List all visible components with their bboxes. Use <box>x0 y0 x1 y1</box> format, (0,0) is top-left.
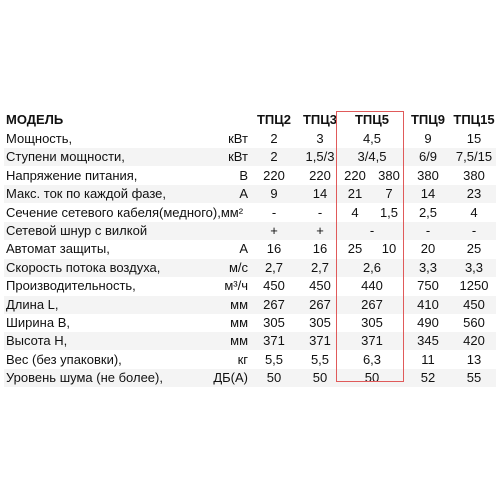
value-cell: 490 <box>417 315 439 330</box>
value-cell: 305 <box>263 315 285 330</box>
value-cell: 16 <box>312 241 328 257</box>
row-unit: м³/ч <box>224 278 248 294</box>
header-row <box>4 110 496 130</box>
value-cell: 371 <box>361 333 383 349</box>
value-cell: 410 <box>417 296 439 312</box>
row-unit: м/с <box>228 259 248 275</box>
value-cell: 14 <box>312 186 328 202</box>
row-unit <box>204 204 248 222</box>
value-cell: 267 <box>263 296 285 312</box>
model-tpc9-header: ТПЦ9 <box>410 112 445 127</box>
value-cell: 2,7 <box>264 259 284 275</box>
value-cell: 371 <box>263 333 285 349</box>
table-row <box>4 130 496 148</box>
value-cell: 267 <box>361 296 383 312</box>
model-tpc5-header: ТПЦ5 <box>354 112 389 127</box>
value-cell: 9 <box>424 131 432 146</box>
value-cell: 50 <box>364 370 380 386</box>
value-cell: 3,3 <box>464 259 484 275</box>
row-unit: кг <box>237 351 248 367</box>
value-cell: 3 <box>316 131 324 146</box>
row-label: Ступени мощности, <box>6 149 125 165</box>
value-cell: - <box>425 223 431 238</box>
value-cell: 2,7 <box>310 259 330 275</box>
value-cell: - <box>369 223 375 238</box>
value-cell: 380 <box>378 167 400 183</box>
row-label: Высота Н, <box>6 333 68 349</box>
value-cell: 305 <box>309 315 331 330</box>
row-unit: А <box>239 241 248 257</box>
row-label: Ширина В, <box>6 315 70 330</box>
value-cell: 3/4,5 <box>357 149 387 165</box>
value-cell: 220 <box>263 167 285 183</box>
row-unit: мм <box>230 296 248 312</box>
value-cell: 1,5/3 <box>305 149 335 165</box>
value-cell: 52 <box>420 370 436 386</box>
value-cell: 2,5 <box>418 204 438 220</box>
value-cell: 50 <box>266 370 282 386</box>
value-cell: 440 <box>361 278 383 294</box>
row-unit: А <box>239 186 248 202</box>
row-label: Макс. ток по каждой фазе, <box>6 186 167 202</box>
table-row <box>4 351 496 369</box>
value-cell: 16 <box>266 241 282 257</box>
table-row <box>4 148 496 166</box>
value-cell: 11 <box>421 351 435 367</box>
value-cell: 14 <box>420 186 436 202</box>
value-cell: 220 <box>344 167 366 183</box>
table-row <box>4 167 496 185</box>
row-label: Производительность, <box>6 278 136 294</box>
table-row <box>4 277 496 295</box>
row-label: Скорость потока воздуха, <box>6 259 161 275</box>
value-cell: 267 <box>309 296 331 312</box>
table-row <box>4 296 496 314</box>
table-row <box>4 185 496 203</box>
value-cell: + <box>270 223 278 238</box>
row-label: Мощность, <box>6 131 73 146</box>
value-cell: 9 <box>270 186 278 202</box>
value-cell: 560 <box>463 315 485 330</box>
value-cell: 220 <box>309 167 331 183</box>
row-unit <box>204 222 248 240</box>
value-cell: 6/9 <box>418 149 438 165</box>
value-cell: 345 <box>417 333 439 349</box>
value-cell: - <box>271 204 277 220</box>
value-cell: 2,6 <box>362 259 382 275</box>
row-unit: мм <box>230 315 248 330</box>
row-unit: ДБ(А) <box>213 370 248 386</box>
value-cell: 450 <box>309 278 331 294</box>
value-cell: 20 <box>420 241 436 257</box>
row-label: Уровень шума (не более), <box>6 370 163 386</box>
model-header: МОДЕЛЬ <box>6 112 64 127</box>
value-cell: 380 <box>417 167 439 183</box>
table-row <box>4 369 496 387</box>
value-cell: 305 <box>361 315 383 330</box>
value-cell: 3,3 <box>418 259 438 275</box>
value-cell: 6,3 <box>362 351 382 367</box>
value-cell: 1250 <box>459 278 489 294</box>
row-label: Автомат защиты, <box>6 241 110 257</box>
table-row <box>4 259 496 277</box>
value-cell: 15 <box>466 131 482 146</box>
value-cell: 5,5 <box>310 351 330 367</box>
value-cell: 450 <box>463 296 485 312</box>
row-unit: кВт <box>228 149 248 165</box>
row-label: Длина L, <box>6 296 59 312</box>
value-cell: 7,5/15 <box>455 149 493 165</box>
value-cell: 21 <box>347 186 363 202</box>
row-unit: кВт <box>228 131 248 146</box>
table-row <box>4 332 496 350</box>
model-tpc2-header: ТПЦ2 <box>256 112 291 127</box>
value-cell: 4 <box>470 204 478 220</box>
row-unit: В <box>239 167 248 183</box>
value-cell: 5,5 <box>264 351 284 367</box>
value-cell: 1,5 <box>379 204 399 220</box>
value-cell: 23 <box>466 186 482 202</box>
row-label: Сечение сетевого кабеля(медного),мм² <box>6 204 244 220</box>
table-row <box>4 204 496 222</box>
value-cell: - <box>317 204 323 220</box>
value-cell: 750 <box>417 278 439 294</box>
value-cell: 25 <box>347 241 363 257</box>
row-label: Напряжение питания, <box>6 167 138 183</box>
value-cell: 10 <box>381 241 397 257</box>
value-cell: 4 <box>351 204 359 220</box>
value-cell: 13 <box>466 351 482 367</box>
value-cell: 450 <box>263 278 285 294</box>
value-cell: 25 <box>466 241 482 257</box>
table-row <box>4 222 496 240</box>
value-cell: 2 <box>270 149 278 165</box>
value-cell: + <box>316 223 324 238</box>
value-cell: 371 <box>309 333 331 349</box>
value-cell: - <box>471 223 477 238</box>
value-cell: 420 <box>463 333 485 349</box>
value-cell: 50 <box>312 370 328 386</box>
value-cell: 2 <box>270 131 278 146</box>
row-unit: мм <box>230 333 248 349</box>
value-cell: 7 <box>385 186 393 202</box>
table-row <box>4 240 496 258</box>
row-label: Сетевой шнур с вилкой <box>6 223 148 238</box>
value-cell: 380 <box>463 167 485 183</box>
row-label: Вес (без упаковки), <box>6 351 122 367</box>
model-tpc15-header: ТПЦ15 <box>453 112 495 127</box>
table-row <box>4 314 496 332</box>
value-cell: 4,5 <box>362 131 382 146</box>
value-cell: 55 <box>466 370 482 386</box>
model-tpc3-header: ТПЦ3 <box>302 112 337 127</box>
